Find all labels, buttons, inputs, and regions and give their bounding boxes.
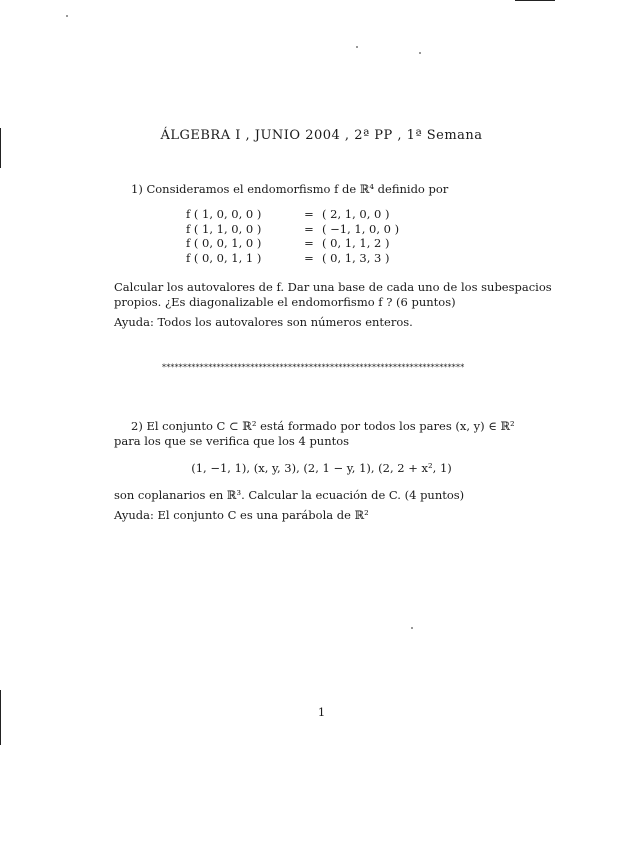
scan-speck	[411, 627, 413, 629]
problem2-line1: 2) El conjunto C ⊂ ℝ² está formado por todos los pares (x, y) ∈ ℝ²	[131, 419, 515, 433]
definition-row	[186, 251, 442, 266]
row-rhs: ( 0, 1, 1, 2 )	[322, 236, 390, 250]
problem1-definition-matrix	[186, 207, 442, 265]
row-lhs: f ( 1, 0, 0, 0 )	[186, 207, 262, 221]
problem2-hint: Ayuda: El conjunto C es una parábola de ℝ²	[114, 508, 369, 522]
definition-row	[186, 207, 442, 222]
scan-speck	[66, 15, 68, 17]
row-equals: =	[304, 207, 314, 221]
row-rhs: ( 2, 1, 0, 0 )	[322, 207, 390, 221]
problem1-statement-line1: Calcular los autovalores de f. Dar una base de cada uno de los subespacios	[114, 280, 552, 294]
section-separator: ************************************************************************	[162, 363, 465, 372]
problem1-statement-line2: propios. ¿Es diagonalizable el endomorfismo f ? (6 puntos)	[114, 295, 456, 309]
problem2-line2: para los que se verifica que los 4 puntos	[114, 434, 350, 448]
row-equals: =	[304, 250, 314, 265]
problem2-points: (1, −1, 1), (x, y, 3), (2, 1 − y, 1), (2, 2 + x², 1)	[191, 461, 452, 475]
row-lhs: f ( 0, 0, 1, 0 )	[186, 236, 262, 250]
row-rhs: ( −1, 1, 0, 0 )	[322, 221, 400, 236]
exam-title: ÁLGEBRA I , JUNIO 2004 , 2ª PP , 1ª Semana	[160, 128, 483, 143]
problem2-line3: son coplanarios en ℝ³. Calcular la ecuación de C. (4 puntos)	[114, 488, 465, 502]
row-equals: =	[304, 221, 314, 236]
page-number: 1	[317, 705, 326, 719]
scan-speck	[419, 52, 421, 54]
row-rhs: ( 0, 1, 3, 3 )	[322, 250, 390, 265]
definition-row	[186, 236, 442, 251]
row-lhs: f ( 1, 1, 0, 0 )	[186, 221, 262, 236]
definition-row	[186, 222, 442, 237]
scan-speck	[356, 46, 358, 48]
row-equals: =	[304, 236, 314, 250]
problem1-intro: 1) Consideramos el endomorfismo f de ℝ⁴ definido por	[131, 182, 449, 196]
scan-edge-mark-top	[515, 0, 555, 1]
problem1-hint: Ayuda: Todos los autovalores son números enteros.	[114, 315, 413, 329]
row-lhs: f ( 0, 0, 1, 1 )	[186, 250, 262, 265]
